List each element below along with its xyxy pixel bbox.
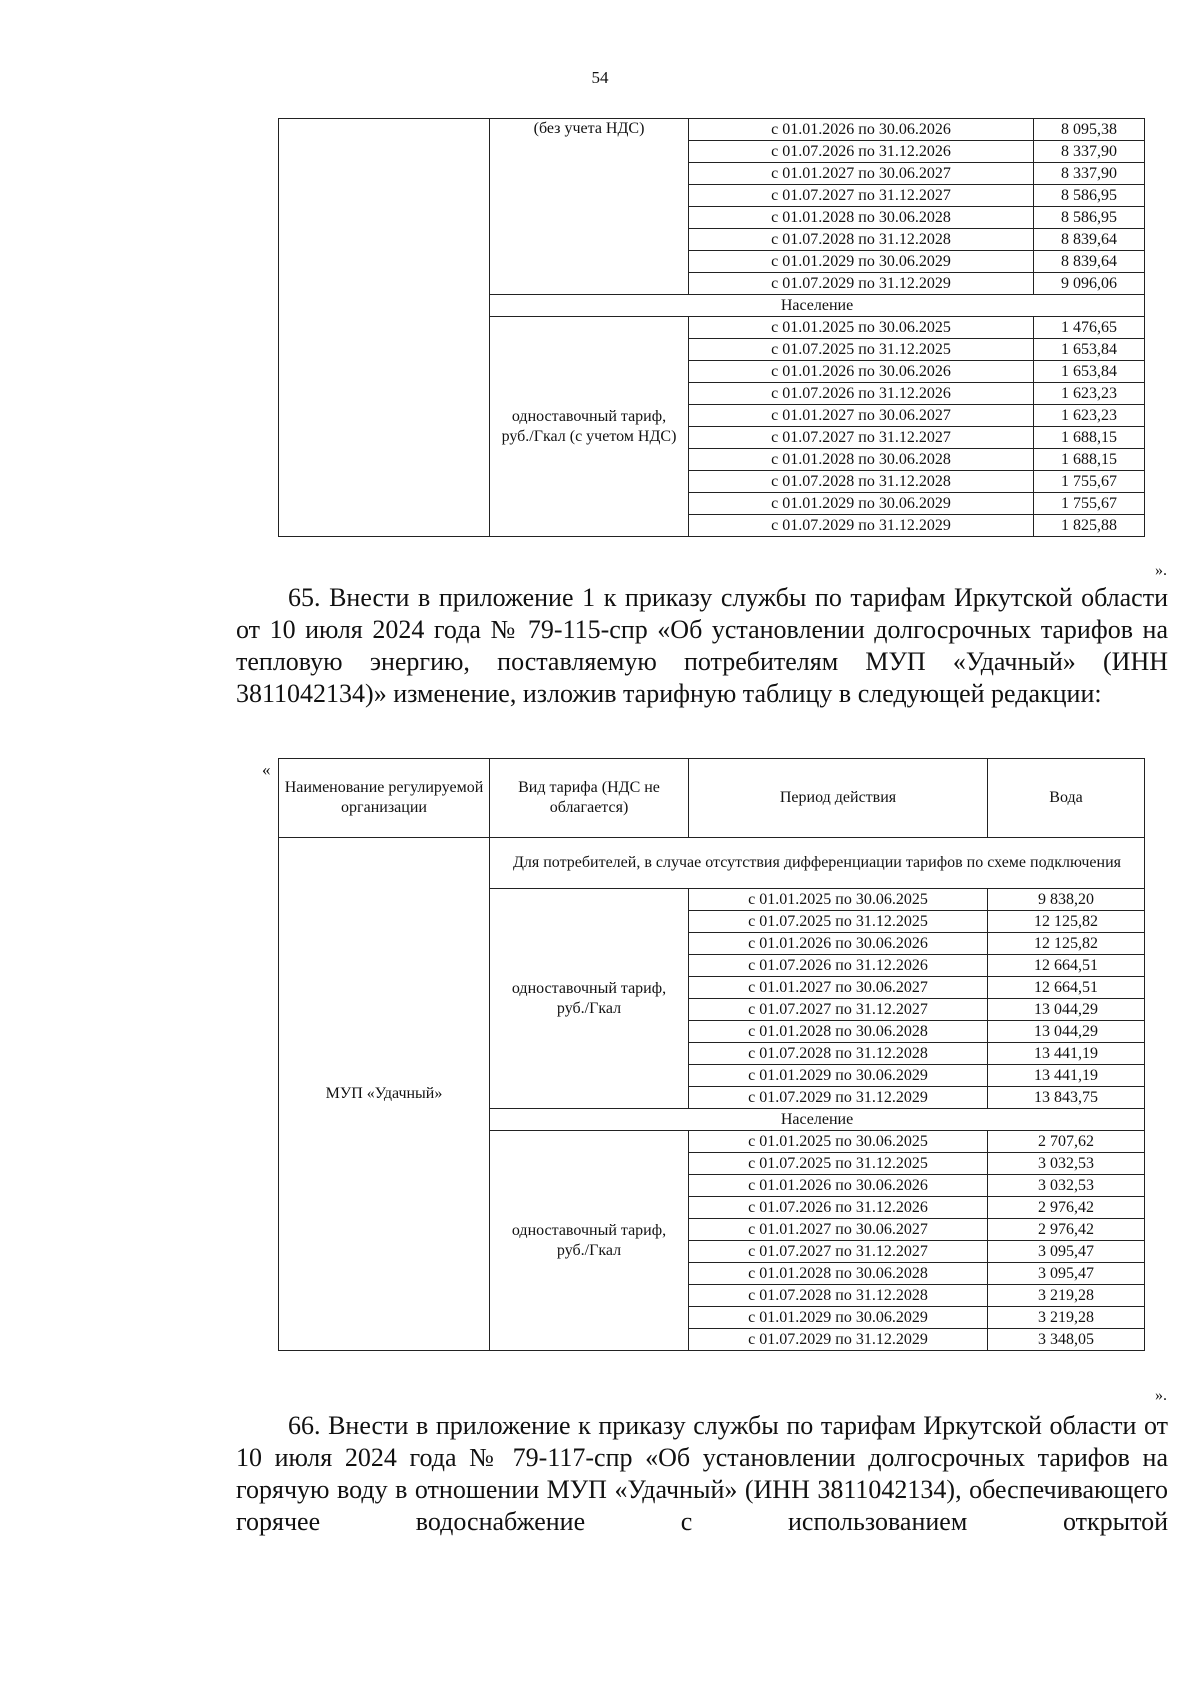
period-cell: с 01.01.2028 по 30.06.2028 xyxy=(689,1021,988,1043)
tariff-table-udachny xyxy=(278,758,1145,1351)
period-cell: с 01.01.2028 по 30.06.2028 xyxy=(689,449,1034,471)
header-tariff-type: Вид тарифа (НДС не облагается) xyxy=(490,759,689,838)
value-cell: 8 586,95 xyxy=(1034,207,1145,229)
period-cell: с 01.01.2026 по 30.06.2026 xyxy=(689,119,1034,141)
value-cell: 8 586,95 xyxy=(1034,185,1145,207)
tariff-table-continued xyxy=(278,118,1145,537)
period-cell: с 01.01.2025 по 30.06.2025 xyxy=(689,889,988,911)
value-cell: 3 095,47 xyxy=(988,1263,1145,1285)
table-row xyxy=(279,838,1145,889)
value-cell: 3 219,28 xyxy=(988,1307,1145,1329)
period-cell: с 01.07.2029 по 31.12.2029 xyxy=(689,515,1034,537)
period-cell: с 01.01.2026 по 30.06.2026 xyxy=(689,1175,988,1197)
value-cell: 9 096,06 xyxy=(1034,273,1145,295)
value-cell: 3 348,05 xyxy=(988,1329,1145,1351)
period-cell: с 01.07.2027 по 31.12.2027 xyxy=(689,1241,988,1263)
period-cell: с 01.07.2027 по 31.12.2027 xyxy=(689,185,1034,207)
value-cell: 1 623,23 xyxy=(1034,383,1145,405)
value-cell: 13 441,19 xyxy=(988,1043,1145,1065)
period-cell: с 01.01.2028 по 30.06.2028 xyxy=(689,1263,988,1285)
value-cell: 1 755,67 xyxy=(1034,471,1145,493)
value-cell: 1 825,88 xyxy=(1034,515,1145,537)
period-cell: с 01.01.2027 по 30.06.2027 xyxy=(689,977,988,999)
period-cell: с 01.01.2028 по 30.06.2028 xyxy=(689,207,1034,229)
period-cell: с 01.01.2025 по 30.06.2025 xyxy=(689,1131,988,1153)
value-cell: 9 838,20 xyxy=(988,889,1145,911)
paragraph-65: 65. Внести в приложение 1 к приказу службы по тарифам Иркутской области от 10 июля 2024 года № 79-115-спр «Об установлении долгосрочных тарифов на тепловую энергию, поставляемую потребителям МУП «Удачный» (ИНН 3811042134)» изменение, изложив тарифную таблицу в следующей редакции: xyxy=(236,583,1168,708)
value-cell: 1 476,65 xyxy=(1034,317,1145,339)
period-cell: с 01.07.2026 по 31.12.2026 xyxy=(689,383,1034,405)
value-cell: 1 653,84 xyxy=(1034,361,1145,383)
population-label: Население xyxy=(490,295,1145,317)
period-cell: с 01.07.2028 по 31.12.2028 xyxy=(689,1043,988,1065)
period-cell: с 01.07.2028 по 31.12.2028 xyxy=(689,229,1034,251)
value-cell: 8 337,90 xyxy=(1034,163,1145,185)
period-cell: с 01.07.2025 по 31.12.2025 xyxy=(689,1153,988,1175)
header-organization: Наименование регулируемой организации xyxy=(279,759,490,838)
tariff-type-cell: одноставочный тариф, руб./Гкал xyxy=(490,1131,689,1351)
period-cell: с 01.07.2026 по 31.12.2026 xyxy=(689,955,988,977)
period-cell: с 01.01.2027 по 30.06.2027 xyxy=(689,1219,988,1241)
period-cell: с 01.01.2029 по 30.06.2029 xyxy=(689,1307,988,1329)
period-cell: с 01.07.2029 по 31.12.2029 xyxy=(689,1329,988,1351)
value-cell: 12 125,82 xyxy=(988,933,1145,955)
value-cell: 12 664,51 xyxy=(988,955,1145,977)
tariff-type-cell: (без учета НДС) xyxy=(490,119,689,295)
value-cell: 3 095,47 xyxy=(988,1241,1145,1263)
period-cell: с 01.07.2028 по 31.12.2028 xyxy=(689,1285,988,1307)
value-cell: 13 843,75 xyxy=(988,1087,1145,1109)
period-cell: с 01.01.2029 по 30.06.2029 xyxy=(689,251,1034,273)
period-cell: с 01.07.2027 по 31.12.2027 xyxy=(689,427,1034,449)
period-cell: с 01.07.2025 по 31.12.2025 xyxy=(689,339,1034,361)
period-cell: с 01.01.2026 по 30.06.2026 xyxy=(689,933,988,955)
population-label: Население xyxy=(490,1109,1145,1131)
value-cell: 2 976,42 xyxy=(988,1219,1145,1241)
period-cell: с 01.07.2026 по 31.12.2026 xyxy=(689,141,1034,163)
opening-quote: « xyxy=(262,760,271,779)
value-cell: 2 976,42 xyxy=(988,1197,1145,1219)
value-cell: 1 623,23 xyxy=(1034,405,1145,427)
period-cell: с 01.01.2026 по 30.06.2026 xyxy=(689,361,1034,383)
table-header-row xyxy=(279,759,1145,838)
value-cell: 13 044,29 xyxy=(988,1021,1145,1043)
paragraph-66: 66. Внести в приложение к приказу службы по тарифам Иркутской области от 10 июля 2024 года № 79-117-спр «Об установлении долгосрочных тарифов на горячую воду в отношении МУП «Удачный» (ИНН 3811042134), обеспечивающего горячее водоснабжение с использованием открытой xyxy=(236,1411,1168,1536)
period-cell: с 01.01.2029 по 30.06.2029 xyxy=(689,493,1034,515)
page-number: 54 xyxy=(591,68,609,87)
value-cell: 8 095,38 xyxy=(1034,119,1145,141)
header-water: Вода xyxy=(988,759,1145,838)
period-cell: с 01.07.2027 по 31.12.2027 xyxy=(689,999,988,1021)
closing-quote: ». xyxy=(1155,562,1167,579)
value-cell: 3 219,28 xyxy=(988,1285,1145,1307)
period-cell: с 01.07.2029 по 31.12.2029 xyxy=(689,1087,988,1109)
period-cell: с 01.07.2026 по 31.12.2026 xyxy=(689,1197,988,1219)
value-cell: 1 755,67 xyxy=(1034,493,1145,515)
period-cell: с 01.01.2027 по 30.06.2027 xyxy=(689,405,1034,427)
organization-name: МУП «Удачный» xyxy=(279,838,490,1351)
section-consumers: Для потребителей, в случае отсутствия дифференциации тарифов по схеме подключения xyxy=(490,838,1145,889)
value-cell: 8 839,64 xyxy=(1034,251,1145,273)
period-cell: с 01.07.2025 по 31.12.2025 xyxy=(689,911,988,933)
value-cell: 1 688,15 xyxy=(1034,427,1145,449)
tariff-type-cell: одноставочный тариф, руб./Гкал xyxy=(490,889,689,1109)
value-cell: 1 688,15 xyxy=(1034,449,1145,471)
closing-quote: ». xyxy=(1155,1387,1167,1404)
value-cell: 2 707,62 xyxy=(988,1131,1145,1153)
value-cell: 12 664,51 xyxy=(988,977,1145,999)
period-cell: с 01.07.2029 по 31.12.2029 xyxy=(689,273,1034,295)
value-cell: 8 839,64 xyxy=(1034,229,1145,251)
period-cell: с 01.01.2029 по 30.06.2029 xyxy=(689,1065,988,1087)
organization-cell xyxy=(279,119,490,537)
value-cell: 12 125,82 xyxy=(988,911,1145,933)
period-cell: с 01.01.2027 по 30.06.2027 xyxy=(689,163,1034,185)
value-cell: 8 337,90 xyxy=(1034,141,1145,163)
value-cell: 3 032,53 xyxy=(988,1175,1145,1197)
table-row xyxy=(279,119,1145,141)
value-cell: 1 653,84 xyxy=(1034,339,1145,361)
header-period: Период действия xyxy=(689,759,988,838)
tariff-type-cell: одноставочный тариф, руб./Гкал (с учетом НДС) xyxy=(490,317,689,537)
period-cell: с 01.01.2025 по 30.06.2025 xyxy=(689,317,1034,339)
period-cell: с 01.07.2028 по 31.12.2028 xyxy=(689,471,1034,493)
value-cell: 3 032,53 xyxy=(988,1153,1145,1175)
value-cell: 13 044,29 xyxy=(988,999,1145,1021)
value-cell: 13 441,19 xyxy=(988,1065,1145,1087)
